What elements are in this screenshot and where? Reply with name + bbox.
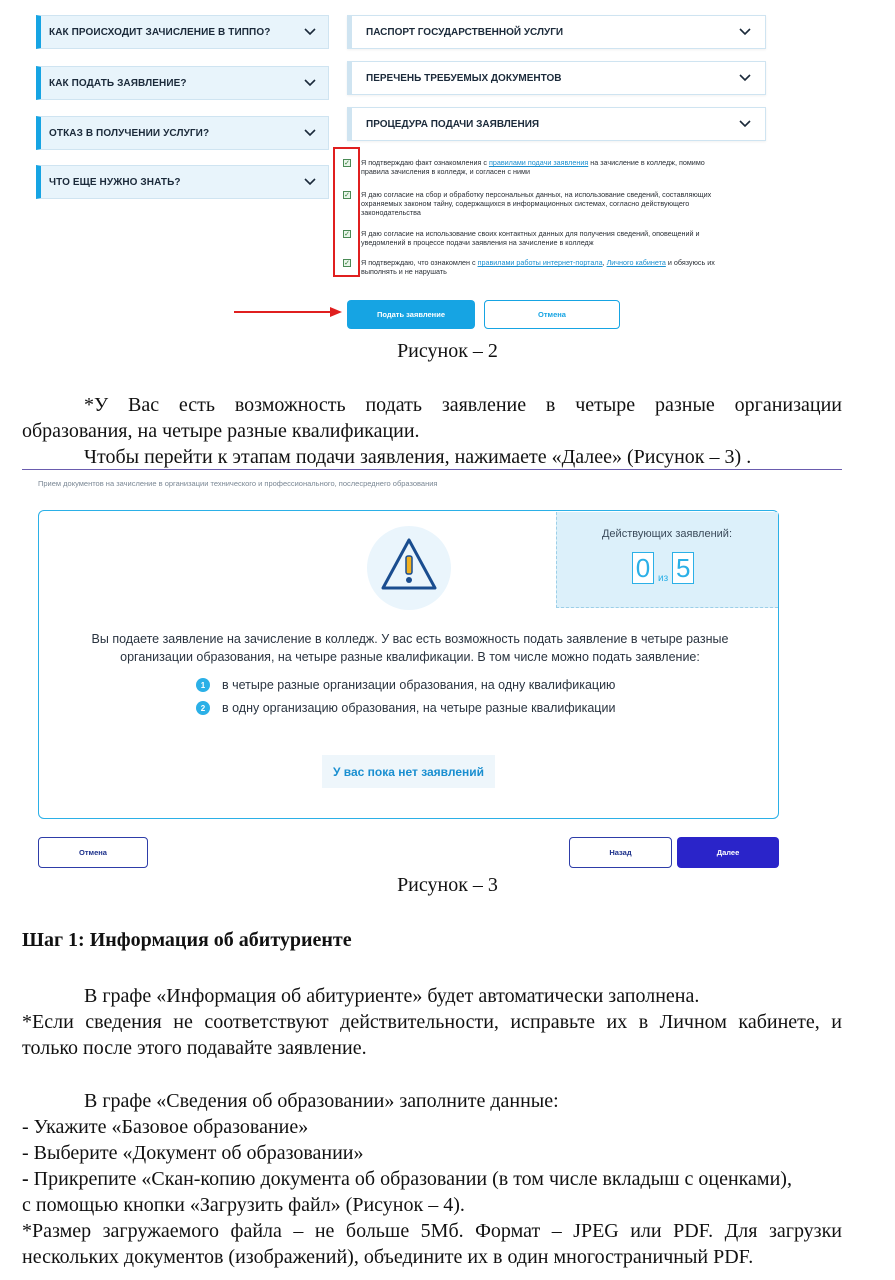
consent-text: Я даю согласие на использование своих контактных данных для получения сведений, оповещений и (361, 229, 700, 238)
paragraph-line: образования, на четыре разные квалификации. (22, 420, 420, 442)
list-item (22, 1166, 842, 1192)
cancel-button[interactable]: Отмена (484, 300, 620, 329)
list-dash: - (22, 1168, 29, 1190)
section-heading: Шаг 1: Информация об абитуриенте (22, 929, 352, 951)
option-text: в одну организацию образования, на четыре разные квалификации (222, 701, 616, 715)
option-item (196, 701, 615, 715)
consent-text: Я подтверждаю, что ознакомлен с (361, 258, 478, 267)
chevron-down-icon (304, 28, 316, 36)
chevron-down-icon (739, 28, 751, 36)
counter-max: 5 (672, 552, 694, 584)
consent-text-contacts (361, 229, 761, 247)
accordion-label: КАК ПРОИСХОДИТ ЗАЧИСЛЕНИЕ В ТИППО? (49, 26, 271, 38)
chevron-down-icon (739, 74, 751, 82)
figure-caption: Рисунок – 3 (397, 874, 498, 896)
option-item (196, 678, 615, 692)
consent-text: законодательства (361, 208, 421, 217)
paragraph-line: только после этого подавайте заявление. (22, 1037, 367, 1059)
list-item: - Выберите «Документ об образовании» (22, 1142, 364, 1164)
consent-text: Я даю согласие на сбор и обработку персональных данных, на использование сведений, составляющих (361, 190, 712, 199)
consent-text: уведомлений в процессе подачи заявления на зачисление в колледж (361, 238, 594, 247)
accordion-label: ЧТО ЕЩЕ НУЖНО ЗНАТЬ? (49, 176, 181, 188)
consent-text: охраняемых законом тайну, содержащихся в информационных системах, согласно действующего (361, 199, 690, 208)
submit-application-button[interactable]: Подать заявление (347, 300, 475, 329)
paragraph-line: В графе «Информация об абитуриенте» будет автоматически заполнена. (84, 985, 700, 1007)
accordion-label: ПАСПОРТ ГОСУДАРСТВЕННОЙ УСЛУГИ (366, 26, 564, 38)
empty-state-label: У вас пока нет заявлений (322, 755, 495, 788)
page-subtitle: Прием документов на зачисление в организации технического и профессионального, послесреднего образования (38, 479, 438, 488)
consent-checkbox-personal-data[interactable]: ✓ (344, 191, 350, 199)
consent-text: , (602, 258, 607, 267)
consent-text: и обязуюсь их (665, 258, 715, 267)
option-number-badge: 1 (196, 678, 210, 692)
rules-link[interactable]: правилами подачи заявления (488, 158, 589, 167)
list-item: с помощью кнопки «Загрузить файл» (Рисунок – 4). (22, 1194, 465, 1216)
info-line: организации образования, на четыре разные квалификации. В том числе можно подать заявление: (120, 650, 700, 664)
figure-caption: Рисунок – 2 (397, 340, 498, 362)
consent-text-personal-data (361, 190, 761, 217)
list-item: - Укажите «Базовое образование» (22, 1116, 309, 1138)
option-text: в четыре разные организации образования, на одну квалификацию (222, 678, 616, 692)
info-line: Вы подаете заявление на зачисление в колледж. У вас есть возможность подать заявление в четыре разные (91, 632, 729, 646)
accordion-item-refusal[interactable] (36, 116, 329, 150)
consent-text: выполнять и не нарушать (361, 267, 447, 276)
chevron-down-icon (304, 79, 316, 87)
back-button[interactable]: Назад (569, 837, 672, 868)
portal-rules-link[interactable]: правилами работы интернет-портала (477, 258, 603, 267)
list-text: Прикрепите «Скан-копию документа об образовании (в том числе вкладыш с оценками), (28, 1168, 792, 1190)
accordion-item-documents[interactable] (347, 61, 766, 95)
red-arrow-icon (232, 306, 344, 318)
accordion-label: ОТКАЗ В ПОЛУЧЕНИИ УСЛУГИ? (49, 127, 210, 139)
counter-value (632, 552, 694, 584)
paragraph-line: В графе «Сведения об образовании» заполните данные: (84, 1090, 559, 1112)
consent-text-portal-rules (361, 258, 761, 276)
accordion-label: ПРОЦЕДУРА ПОДАЧИ ЗАЯВЛЕНИЯ (366, 118, 540, 130)
paragraph-line: *Если сведения не соответствуют действительности, исправьте их в Личном кабинете, и (22, 1011, 842, 1033)
accordion-item-passport[interactable] (347, 15, 766, 49)
personal-cabinet-link[interactable]: Личного кабинета (606, 258, 666, 267)
accordion-label: КАК ПОДАТЬ ЗАЯВЛЕНИЕ? (49, 77, 187, 89)
accordion-item-what-else[interactable] (36, 165, 329, 199)
consent-text: правила зачисления в колледж, и согласен с ними (361, 167, 530, 176)
counter-title: Действующих заявлений: (601, 528, 733, 540)
divider (22, 469, 842, 470)
consent-text-rules (361, 158, 761, 176)
consent-checkbox-contacts[interactable]: ✓ (344, 230, 350, 238)
consent-text: Я подтверждаю факт ознакомления с (361, 158, 489, 167)
paragraph-line: *У Вас есть возможность подать заявление в четыре разные организации (84, 394, 842, 416)
paragraph-line: *Размер загружаемого файла – не больше 5Мб. Формат – JPEG или PDF. Для загрузки (22, 1220, 843, 1242)
accordion-item-procedure[interactable] (347, 107, 766, 141)
option-number-badge: 2 (196, 701, 210, 715)
cancel-button[interactable]: Отмена (38, 837, 148, 868)
consent-text: на зачисление в колледж, помимо (588, 158, 705, 167)
paragraph-line: нескольких документов (изображений), объедините их в один многостраничный PDF. (22, 1246, 754, 1268)
chevron-down-icon (304, 129, 316, 137)
next-button[interactable]: Далее (677, 837, 779, 868)
consent-checkbox-rules[interactable]: ✓ (344, 159, 350, 167)
accordion-label: ПЕРЕЧЕНЬ ТРЕБУЕМЫХ ДОКУМЕНТОВ (366, 72, 562, 84)
counter-current: 0 (632, 552, 654, 584)
info-text (60, 630, 760, 666)
warning-triangle-icon (379, 536, 439, 594)
counter-separator: из (658, 573, 669, 584)
paragraph-line: Чтобы перейти к этапам подачи заявления, нажимаете «Далее» (Рисунок – 3) . (84, 446, 752, 468)
chevron-down-icon (304, 178, 316, 186)
accordion-item-enrollment[interactable] (36, 15, 329, 49)
accordion-item-how-to-apply[interactable] (36, 66, 329, 100)
consent-checkbox-portal-rules[interactable]: ✓ (344, 259, 350, 267)
chevron-down-icon (739, 120, 751, 128)
